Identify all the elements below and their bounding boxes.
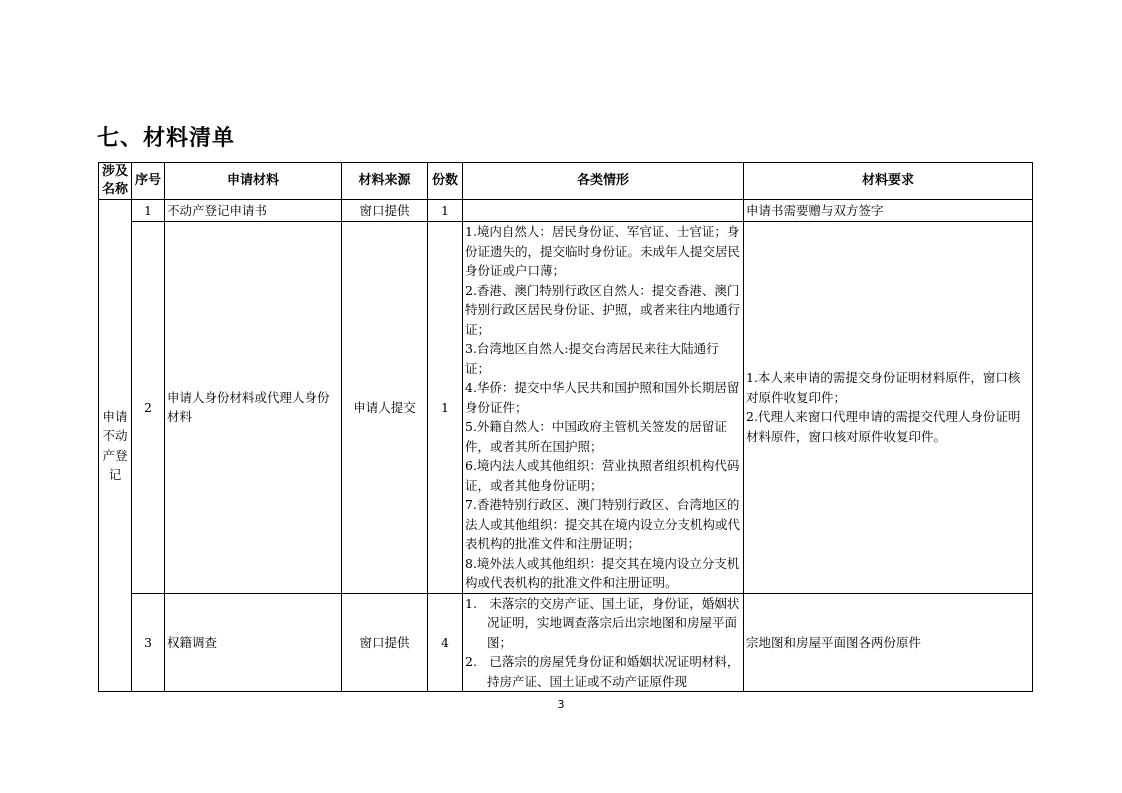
row-requirements: 申请书需要赠与双方签字 (744, 200, 1033, 222)
row-seq: 2 (132, 222, 165, 594)
row-requirements: 宗地图和房屋平面图各两份原件 (744, 593, 1033, 692)
header-seq: 序号 (132, 163, 165, 200)
scope-name-cell: 申请 不动 产登 记 (99, 200, 132, 692)
page-title: 七、材料清单 (97, 126, 236, 151)
header-requirements: 材料要求 (744, 163, 1033, 200)
row-situations (463, 593, 744, 692)
row-requirements: 1.本人来申请的需提交身份证明材料原件，窗口核对原件收复印件； 2.代理人来窗口代理申请的需提交代理人身份证明材料原件，窗口核对原件收复印件。 (744, 222, 1033, 594)
row-copies: 4 (428, 593, 463, 692)
situation-item: 1. 未落宗的交房产证、国土证，身份证，婚姻状况证明，实地调查落宗后出宗地图和房屋平面图； (465, 595, 740, 650)
row-seq: 1 (132, 200, 165, 222)
header-copies: 份数 (428, 163, 463, 200)
materials-table (98, 162, 1033, 692)
row-material: 权籍调查 (165, 593, 342, 692)
situation-item: 2. 已落宗的房屋凭身份证和婚姻状况证明材料，持房产证、国土证或不动产证原件现 (465, 654, 740, 689)
table-row (99, 593, 1033, 692)
row-material: 不动产登记申请书 (165, 200, 342, 222)
page-number: 3 (557, 698, 565, 711)
row-material: 申请人身份材料或代理人身份材料 (165, 222, 342, 594)
row-copies: 1 (428, 200, 463, 222)
header-situations: 各类情形 (463, 163, 744, 200)
row-source: 窗口提供 (342, 593, 428, 692)
row-copies: 1 (428, 222, 463, 594)
header-scope: 涉及 名称 (99, 163, 132, 200)
row-seq: 3 (132, 593, 165, 692)
row-situations (463, 200, 744, 222)
header-source: 材料来源 (342, 163, 428, 200)
row-situations: 1.境内自然人：居民身份证、军官证、士官证；身份证遗失的，提交临时身份证。未成年人提交居民身份证或户口薄； 2.香港、澳门特别行政区自然人：提交香港、澳门特别行政区居民身份证、护照，或者来往内地通行证； 3.台湾地区自然人:提交台湾居民来往大陆通行证； 4.华侨：提交中华人民共和国护照和国外长期居留身份证件； 5.外籍自然人：中国政府主管机关签发的居留证件，或者其所在国护照； 6.境内法人或其他组织：营业执照者组织机构代码证，或者其他身份证明； 7.香港特别行政区、澳门特别行政区、台湾地区的法人或其他组织：提交其在境内设立分支机构或代表机构的批准文件和注册证明； 8.境外法人或其他组织：提交其在境内设立分支机构或代表机构的批准文件和注册证明。 (463, 222, 744, 594)
table-row (99, 222, 1033, 594)
table-header-row (99, 163, 1033, 200)
row-source: 申请人提交 (342, 222, 428, 594)
table-row (99, 200, 1033, 222)
header-material: 申请材料 (165, 163, 342, 200)
row-source: 窗口提供 (342, 200, 428, 222)
